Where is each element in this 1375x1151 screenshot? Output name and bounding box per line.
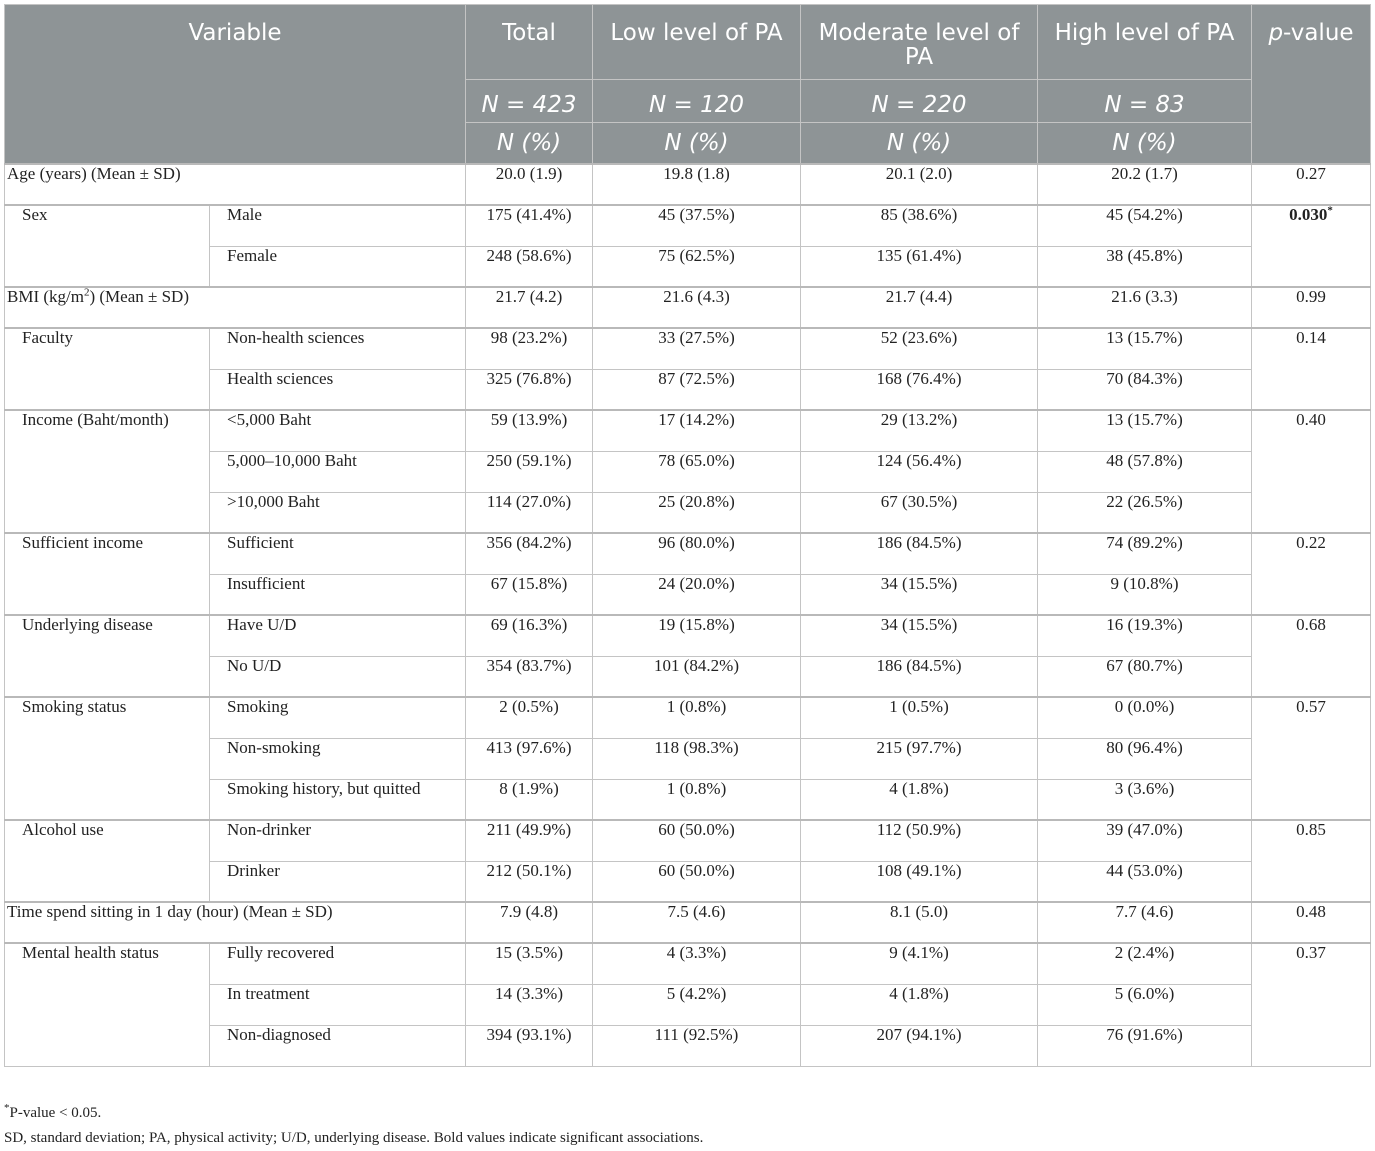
cell: 118 (98.3%) xyxy=(593,738,801,779)
cell: 21.6 (3.3) xyxy=(1038,287,1252,328)
table-row xyxy=(5,615,1371,656)
cell: 60 (50.0%) xyxy=(593,861,801,902)
header-n: N = 220 xyxy=(801,80,1038,123)
category-label: Non-health sciences xyxy=(210,328,466,369)
table-row xyxy=(5,697,1371,738)
cell: 215 (97.7%) xyxy=(801,738,1038,779)
cell: 24 (20.0%) xyxy=(593,574,801,615)
cell: 52 (23.6%) xyxy=(801,328,1038,369)
table-row xyxy=(5,246,1371,287)
cell: 98 (23.2%) xyxy=(466,328,593,369)
table-row xyxy=(5,492,1371,533)
cell: 67 (15.8%) xyxy=(466,574,593,615)
cell: 101 (84.2%) xyxy=(593,656,801,697)
group-label-smoking-status: Smoking status xyxy=(5,697,210,820)
cell: 7.5 (4.6) xyxy=(593,902,801,943)
p-value: 0.85 xyxy=(1252,820,1371,902)
header-n: N = 120 xyxy=(593,80,801,123)
header-total: Total xyxy=(466,5,593,80)
cell: 29 (13.2%) xyxy=(801,410,1038,451)
cell: 76 (91.6%) xyxy=(1038,1025,1252,1066)
cell: 4 (3.3%) xyxy=(593,943,801,984)
cell: 38 (45.8%) xyxy=(1038,246,1252,287)
cell: 5 (6.0%) xyxy=(1038,984,1252,1025)
cell: 7.9 (4.8) xyxy=(466,902,593,943)
category-label: In treatment xyxy=(210,984,466,1025)
cell: 8.1 (5.0) xyxy=(801,902,1038,943)
table-row xyxy=(5,369,1371,410)
cell: 1 (0.8%) xyxy=(593,779,801,820)
group-label-underlying-disease: Underlying disease xyxy=(5,615,210,697)
cell: 85 (38.6%) xyxy=(801,205,1038,246)
table-row xyxy=(5,410,1371,451)
cell: 186 (84.5%) xyxy=(801,533,1038,574)
header-unit: N (%) xyxy=(466,123,593,165)
p-value: 0.22 xyxy=(1252,533,1371,615)
cell: 21.6 (4.3) xyxy=(593,287,801,328)
group-label-income: Income (Baht/month) xyxy=(5,410,210,533)
cell: 7.7 (4.6) xyxy=(1038,902,1252,943)
category-label: Non-smoking xyxy=(210,738,466,779)
group-label-mental-health-status: Mental health status xyxy=(5,943,210,1066)
header-variable: Variable xyxy=(5,5,466,165)
table-row xyxy=(5,1025,1371,1066)
table-row xyxy=(5,738,1371,779)
header-unit: N (%) xyxy=(1038,123,1252,165)
row-label-bmi: BMI $(kg/m^2)$ (Mean ± SD) xyxy=(5,287,466,328)
group-label-sufficient-income: Sufficient income xyxy=(5,533,210,615)
table-row xyxy=(5,943,1371,984)
header-n: N = 423 xyxy=(466,80,593,123)
cell: 2 (0.5%) xyxy=(466,697,593,738)
table-row xyxy=(5,779,1371,820)
cell: 21.7 (4.2) xyxy=(466,287,593,328)
cell: 25 (20.8%) xyxy=(593,492,801,533)
table-row xyxy=(5,287,1371,328)
table-row xyxy=(5,205,1371,246)
cell: 9 (10.8%) xyxy=(1038,574,1252,615)
cell: 75 (62.5%) xyxy=(593,246,801,287)
p-value: 0.68 xyxy=(1252,615,1371,697)
cell: 96 (80.0%) xyxy=(593,533,801,574)
cell: 356 (84.2%) xyxy=(466,533,593,574)
p-value: 0.27 xyxy=(1252,164,1371,205)
table-row xyxy=(5,820,1371,861)
category-label: Insufficient xyxy=(210,574,466,615)
row-label-sitting-time: Time spend sitting in 1 day (hour) (Mean ± SD) xyxy=(5,902,466,943)
cell: 168 (76.4%) xyxy=(801,369,1038,410)
data-table xyxy=(4,4,1371,1067)
p-value: 0.57 xyxy=(1252,697,1371,820)
category-label: Have U/D xyxy=(210,615,466,656)
cell: 45 (54.2%) xyxy=(1038,205,1252,246)
cell: 13 (15.7%) xyxy=(1038,410,1252,451)
cell: 87 (72.5%) xyxy=(593,369,801,410)
p-value: 0.37 xyxy=(1252,943,1371,1066)
cell: 20.1 (2.0) xyxy=(801,164,1038,205)
cell: 14 (3.3%) xyxy=(466,984,593,1025)
table-row xyxy=(5,451,1371,492)
p-value: 0.40 xyxy=(1252,410,1371,533)
cell: 34 (15.5%) xyxy=(801,615,1038,656)
cell: 20.0 (1.9) xyxy=(466,164,593,205)
cell: 13 (15.7%) xyxy=(1038,328,1252,369)
cell: 325 (76.8%) xyxy=(466,369,593,410)
cell: 1 (0.8%) xyxy=(593,697,801,738)
category-label: Drinker xyxy=(210,861,466,902)
cell: 250 (59.1%) xyxy=(466,451,593,492)
p-value: 0.14 xyxy=(1252,328,1371,410)
cell: 0 (0.0%) xyxy=(1038,697,1252,738)
cell: 19.8 (1.8) xyxy=(593,164,801,205)
group-label-alcohol-use: Alcohol use xyxy=(5,820,210,902)
cell: 248 (58.6%) xyxy=(466,246,593,287)
cell: 17 (14.2%) xyxy=(593,410,801,451)
table-row xyxy=(5,861,1371,902)
category-label: Male xyxy=(210,205,466,246)
cell: 9 (4.1%) xyxy=(801,943,1038,984)
p-value: 0.99 xyxy=(1252,287,1371,328)
cell: 70 (84.3%) xyxy=(1038,369,1252,410)
cell: 111 (92.5%) xyxy=(593,1025,801,1066)
p-value: 0.48 xyxy=(1252,902,1371,943)
category-label: Smoking xyxy=(210,697,466,738)
header-moderate-pa: Moderate level of PA xyxy=(801,5,1038,80)
cell: 135 (61.4%) xyxy=(801,246,1038,287)
header-unit: N (%) xyxy=(801,123,1038,165)
cell: 78 (65.0%) xyxy=(593,451,801,492)
table-row xyxy=(5,984,1371,1025)
cell: 112 (50.9%) xyxy=(801,820,1038,861)
category-label: 5,000–10,000 Baht xyxy=(210,451,466,492)
header-p-value: p-value xyxy=(1252,5,1371,165)
cell: 114 (27.0%) xyxy=(466,492,593,533)
cell: 22 (26.5%) xyxy=(1038,492,1252,533)
cell: 48 (57.8%) xyxy=(1038,451,1252,492)
header-high-pa: High level of PA xyxy=(1038,5,1252,80)
cell: 108 (49.1%) xyxy=(801,861,1038,902)
table-footnotes xyxy=(4,1101,703,1151)
cell: 16 (19.3%) xyxy=(1038,615,1252,656)
group-label-faculty: Faculty xyxy=(5,328,210,410)
group-label-sex: Sex xyxy=(5,205,210,287)
table-row xyxy=(5,164,1371,205)
cell: 60 (50.0%) xyxy=(593,820,801,861)
cell: 45 (37.5%) xyxy=(593,205,801,246)
cell: 74 (89.2%) xyxy=(1038,533,1252,574)
cell: 2 (2.4%) xyxy=(1038,943,1252,984)
table-row xyxy=(5,533,1371,574)
category-label: <5,000 Baht xyxy=(210,410,466,451)
cell: 124 (56.4%) xyxy=(801,451,1038,492)
category-label: Sufficient xyxy=(210,533,466,574)
cell: 34 (15.5%) xyxy=(801,574,1038,615)
cell: 19 (15.8%) xyxy=(593,615,801,656)
header-n: N = 83 xyxy=(1038,80,1252,123)
category-label: Fully recovered xyxy=(210,943,466,984)
table-row xyxy=(5,902,1371,943)
cell: 67 (30.5%) xyxy=(801,492,1038,533)
table-row xyxy=(5,328,1371,369)
cell: 354 (83.7%) xyxy=(466,656,593,697)
cell: 21.7 (4.4) xyxy=(801,287,1038,328)
cell: 5 (4.2%) xyxy=(593,984,801,1025)
cell: 175 (41.4%) xyxy=(466,205,593,246)
cell: 207 (94.1%) xyxy=(801,1025,1038,1066)
category-label: Smoking history, but quitted xyxy=(210,779,466,820)
category-label: Non-diagnosed xyxy=(210,1025,466,1066)
cell: 8 (1.9%) xyxy=(466,779,593,820)
p-value-significant: 0.030* xyxy=(1252,205,1371,287)
cell: 1 (0.5%) xyxy=(801,697,1038,738)
category-label: Female xyxy=(210,246,466,287)
category-label: No U/D xyxy=(210,656,466,697)
cell: 15 (3.5%) xyxy=(466,943,593,984)
category-label: Health sciences xyxy=(210,369,466,410)
cell: 4 (1.8%) xyxy=(801,984,1038,1025)
table-row xyxy=(5,656,1371,697)
cell: 4 (1.8%) xyxy=(801,779,1038,820)
cell: 211 (49.9%) xyxy=(466,820,593,861)
cell: 69 (16.3%) xyxy=(466,615,593,656)
footnote-significance: *P-value < 0.05. xyxy=(4,1102,102,1121)
cell: 33 (27.5%) xyxy=(593,328,801,369)
header-low-pa: Low level of PA xyxy=(593,5,801,80)
footnote-abbreviations: SD, standard deviation; PA, physical activity; U/D, underlying disease. Bold values indicate significant associations. xyxy=(4,1130,704,1146)
row-label-age: Age (years) (Mean ± SD) xyxy=(5,164,466,205)
cell: 80 (96.4%) xyxy=(1038,738,1252,779)
category-label: Non-drinker xyxy=(210,820,466,861)
cell: 394 (93.1%) xyxy=(466,1025,593,1066)
cell: 44 (53.0%) xyxy=(1038,861,1252,902)
cell: 413 (97.6%) xyxy=(466,738,593,779)
cell: 67 (80.7%) xyxy=(1038,656,1252,697)
header-unit: N (%) xyxy=(593,123,801,165)
cell: 39 (47.0%) xyxy=(1038,820,1252,861)
cell: 59 (13.9%) xyxy=(466,410,593,451)
cell: 20.2 (1.7) xyxy=(1038,164,1252,205)
category-label: >10,000 Baht xyxy=(210,492,466,533)
cell: 212 (50.1%) xyxy=(466,861,593,902)
cell: 186 (84.5%) xyxy=(801,656,1038,697)
table-row xyxy=(5,574,1371,615)
cell: 3 (3.6%) xyxy=(1038,779,1252,820)
